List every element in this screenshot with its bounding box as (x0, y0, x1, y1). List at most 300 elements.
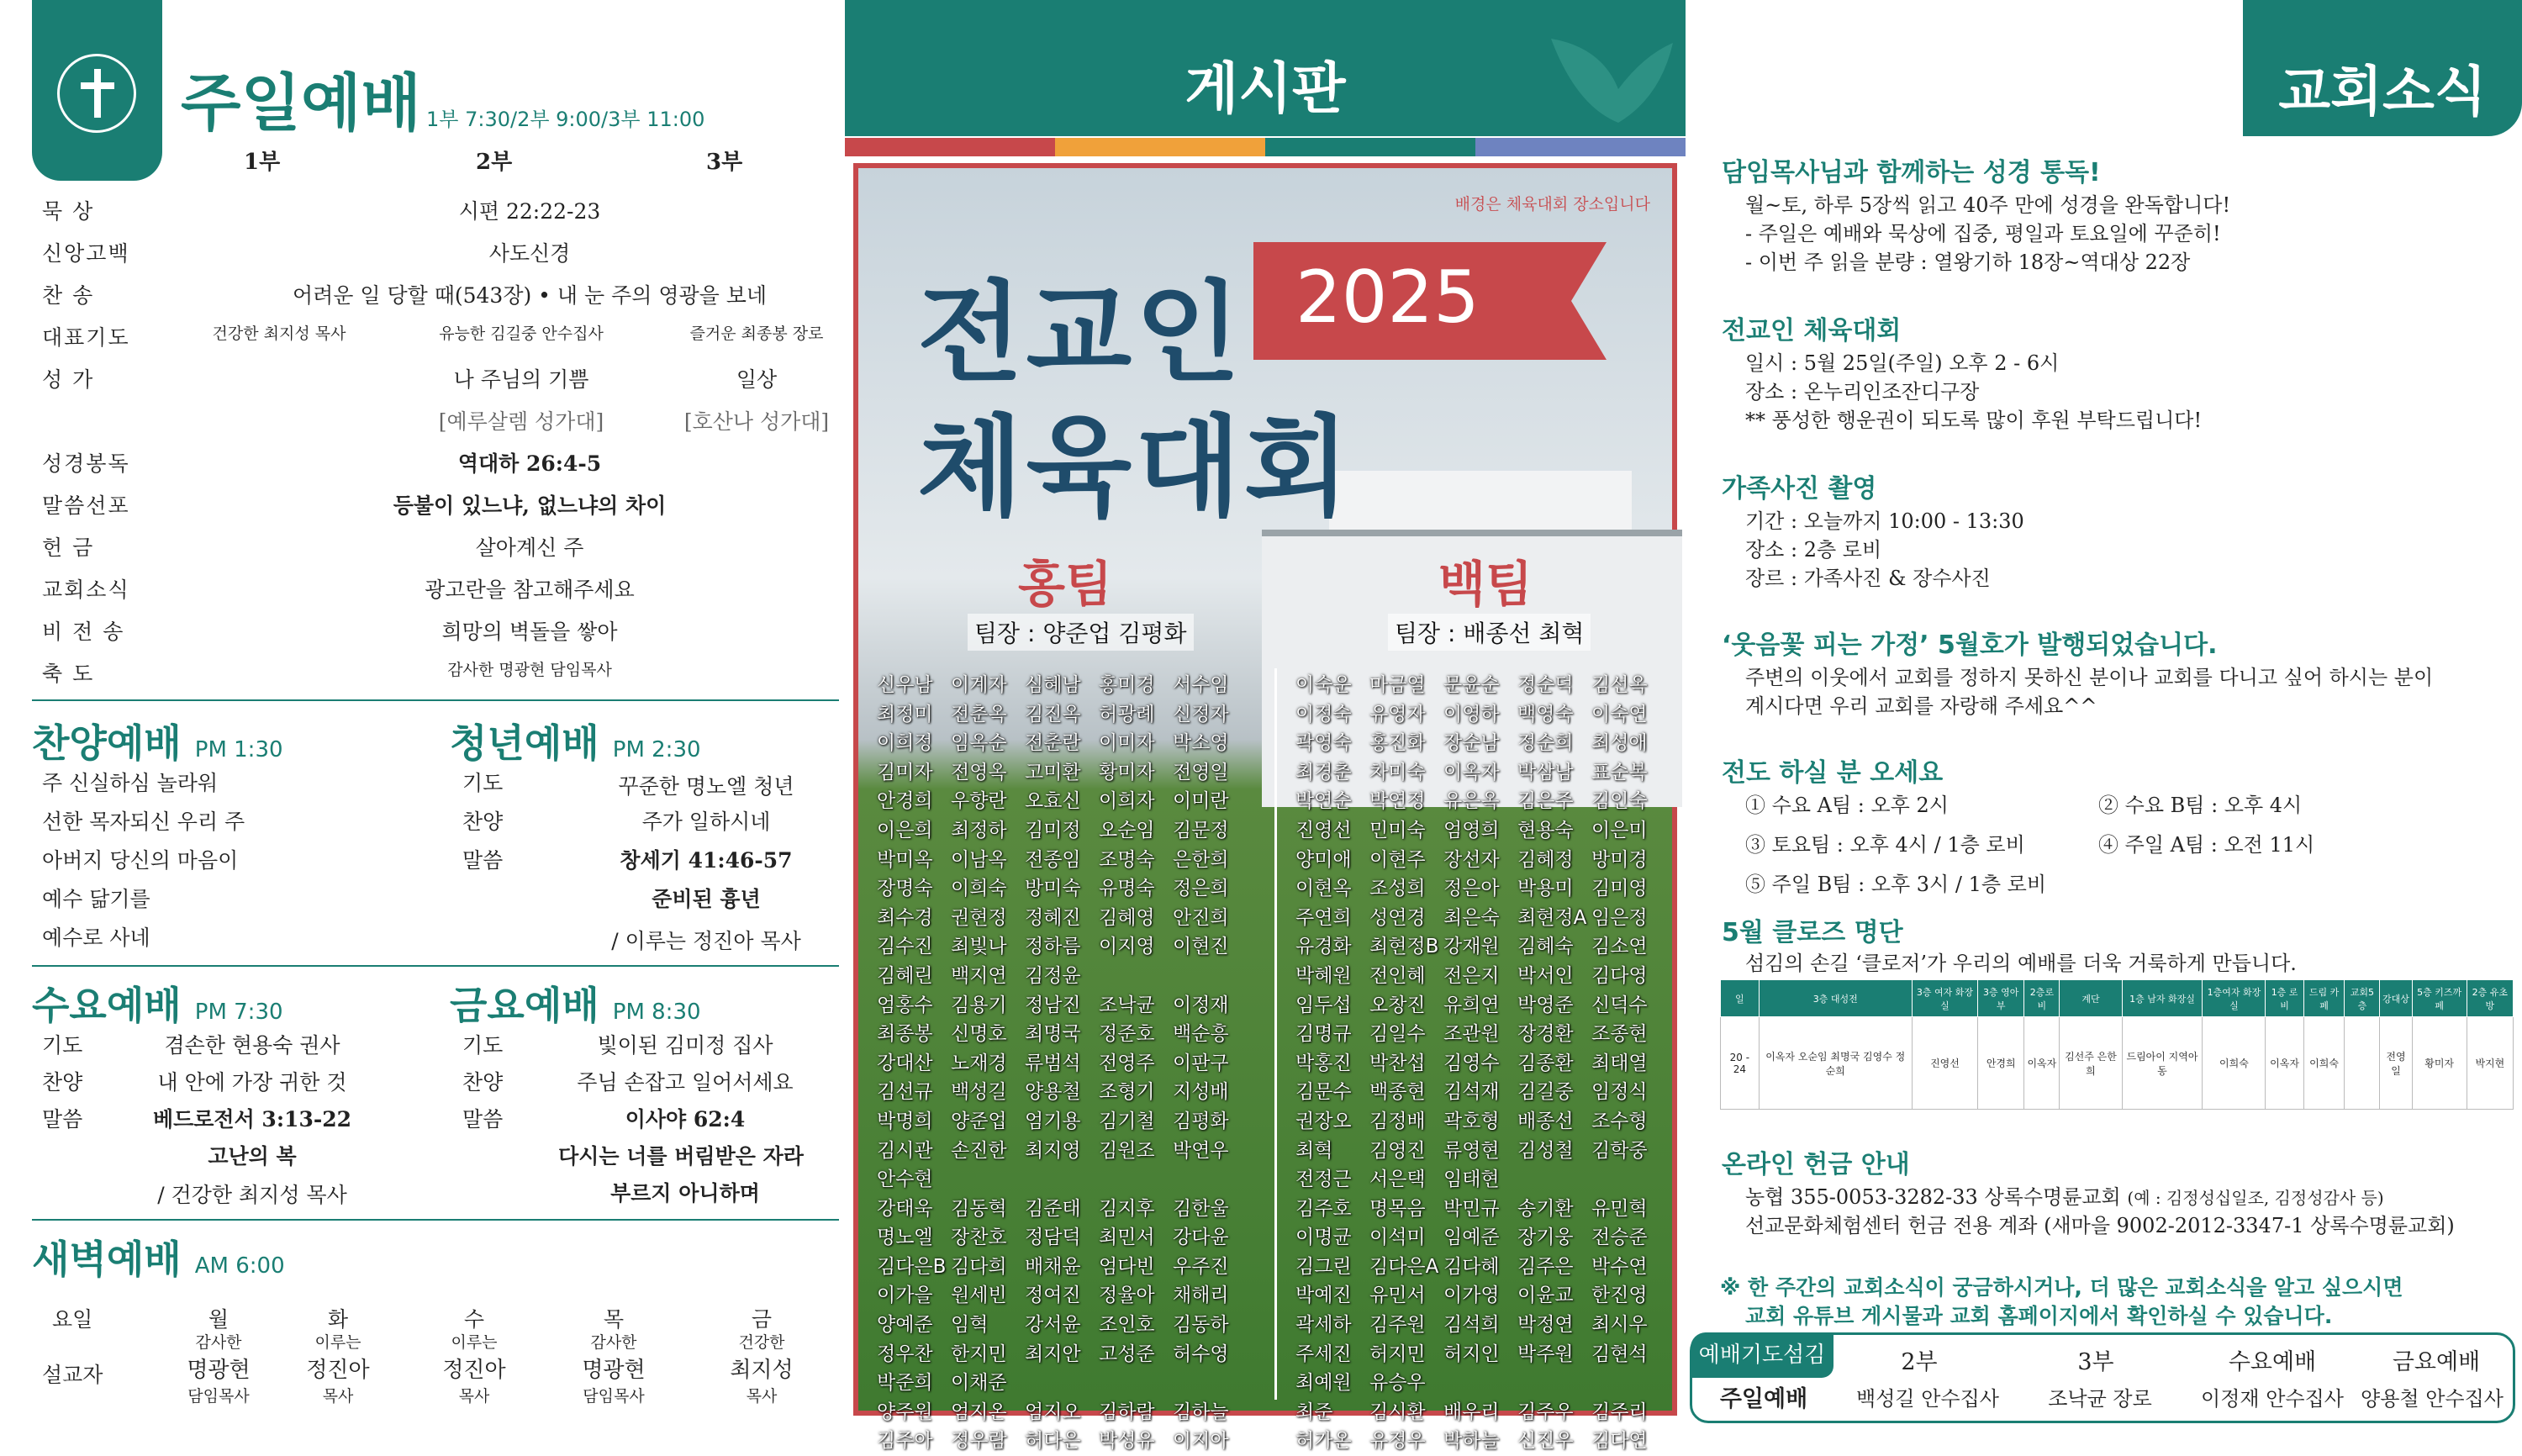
news-heading: 온라인 헌금 안내 (1722, 1150, 1910, 1179)
roster-name: 장경환 (1517, 1023, 1574, 1046)
roster-name: 원세빈 (951, 1285, 1007, 1307)
roster-name: 조수형 (1591, 1110, 1648, 1132)
roster-name: 조인호 (1099, 1314, 1155, 1337)
roster-name: 정율아 (1099, 1285, 1155, 1307)
roster-name: 곽호형 (1443, 1110, 1500, 1132)
roster-name: 최빛나 (951, 936, 1007, 958)
roster-name: 배종선 (1517, 1110, 1574, 1132)
roster-name: 김미자 (877, 761, 933, 783)
roster-name: 김주호 (1295, 1197, 1352, 1220)
roster-name: 유민혁 (1591, 1197, 1648, 1220)
roster-name: 이남옥 (951, 848, 1007, 871)
dawn-preacher: 감사한 명광현 담임목사 (187, 1333, 251, 1406)
roster-name: 박하늘 (1443, 1430, 1500, 1453)
roster-name: 임정식 (1591, 1081, 1648, 1104)
roster-name: 장선자 (1443, 848, 1500, 871)
roster-name: 김종환 (1517, 1052, 1574, 1074)
praise-song: 주 신실하심 놀라워 (42, 771, 219, 795)
roster-name: 최명국 (1025, 1023, 1081, 1046)
roster-name: 엄영희 (1443, 819, 1500, 841)
roster-name: 이정숙 (1295, 703, 1352, 725)
roster-name: 전정근 (1295, 1168, 1352, 1191)
roster-name: 허지민 (1369, 1343, 1426, 1365)
roster-name: 신명호 (951, 1023, 1007, 1046)
roster-name: 김일수 (1369, 1023, 1426, 1046)
roster-name: 주세진 (1295, 1343, 1352, 1365)
roster-name: 김시환 (1369, 1401, 1426, 1423)
roster-name: 김다혜 (1443, 1255, 1500, 1278)
closer-header: 3층 여자 화장실 (1912, 980, 1977, 1017)
poster-title-line2: 체육대회 (917, 404, 1353, 531)
roster-name: 김주아 (877, 1430, 933, 1453)
roster-name: 안진희 (1173, 906, 1229, 929)
closer-cell: 박지현 (2467, 1017, 2513, 1110)
roster-name: 강태욱 (877, 1197, 933, 1220)
team-divider (1274, 668, 1277, 1400)
roster-name: 조성희 (1369, 878, 1426, 900)
roster-name: 조명숙 (1099, 848, 1155, 871)
roster-name: 권현정 (951, 906, 1007, 929)
roster-name: 양예준 (877, 1314, 933, 1337)
sunday-title: 주일예배 (181, 67, 421, 140)
roster-name: 김석재 (1443, 1081, 1500, 1104)
roster-name: 이희정 (877, 732, 933, 755)
roster-name: 박서인 (1517, 964, 1574, 987)
roster-name: 엄기용 (1025, 1110, 1081, 1132)
roster-name: 배채윤 (1025, 1255, 1081, 1278)
roster-name: 차미숙 (1369, 761, 1426, 783)
roster-name: 이영하 (1443, 703, 1500, 725)
roster-name: 박성유 (1099, 1430, 1155, 1453)
wed-preacher: / 건강한 최지성 목사 (157, 1183, 347, 1207)
roster-name: 박삼남 (1517, 761, 1574, 783)
roster-name: 유경화 (1295, 936, 1352, 958)
roster-name: 표순복 (1591, 761, 1648, 783)
roster-name: 김다연 (1591, 1430, 1648, 1453)
roster-name: 김은주 (1517, 790, 1574, 813)
roster-name: 김정윤 (1025, 964, 1081, 987)
roster-name: 권장오 (1295, 1110, 1352, 1132)
dawn-preacher: 이루는 정진아 목사 (442, 1333, 506, 1406)
roster-name: 손진한 (951, 1139, 1007, 1162)
roster-name: 이미란 (1173, 790, 1229, 813)
roster-name: 배우리 (1443, 1401, 1500, 1423)
roster-name: 엄지온 (951, 1401, 1007, 1423)
closer-header: 2층로비 (2024, 980, 2060, 1017)
roster-name: 임태현 (1443, 1168, 1500, 1191)
news-heading: 가족사진 촬영 (1722, 474, 1877, 504)
roster-name: 은한희 (1173, 848, 1229, 871)
closer-table (1720, 979, 2514, 1110)
closer-header: 계단 (2060, 980, 2122, 1017)
roster-name: 허가온 (1295, 1430, 1352, 1453)
roster-name: 강대산 (877, 1052, 933, 1074)
divider (32, 1219, 839, 1221)
roster-name: 박홍진 (1295, 1052, 1352, 1074)
roster-name: 박찬섭 (1369, 1052, 1426, 1074)
roster-name: 정준호 (1099, 1023, 1155, 1046)
closer-cell: 전영일 (2380, 1017, 2412, 1110)
roster-name: 강서윤 (1025, 1314, 1081, 1337)
youth-prayer: 꾸준한 명노엘 청년 (618, 774, 794, 799)
sunday-times: 1부 7:30/2부 9:00/3부 11:00 (426, 108, 705, 131)
wed-theme: 고난의 복 (208, 1144, 297, 1168)
praise-title: 찬양예배 PM 1:30 (32, 720, 283, 766)
roster-name: 이현옥 (1295, 878, 1352, 900)
poster-year: 2025 (1295, 256, 1480, 340)
roster-name: 박예진 (1295, 1285, 1352, 1307)
roster-name: 유영자 (1369, 703, 1426, 725)
closer-header: 교회5층 (2345, 980, 2380, 1017)
roster-name (1099, 1369, 1173, 1398)
poster-title-line1: 전교인 (917, 269, 1244, 397)
evangelism-teams: ① 수요 A팀 : 오후 2시 ② 수요 B팀 : 오후 4시 ③ 토요팀 : 오후 4시 / 1층 로비 ④ 주일 A팀 : 오전 11시 ⑤ 주일 B팀 : 오후 3시 / 1층 로비 (1745, 794, 2315, 896)
roster-name: 박민규 (1443, 1197, 1500, 1220)
roster-name: 조낙균 (1099, 994, 1155, 1016)
roster-name: 박주원 (1517, 1343, 1574, 1365)
roster-name: 장찬호 (951, 1227, 1007, 1249)
news-header (2243, 0, 2522, 136)
bulletin-title: 게시판 (1184, 56, 1346, 121)
roster-name: 신우남 (877, 674, 933, 696)
part-3: 3부 (706, 150, 743, 175)
news-footnote-1: ※ 한 주간의 교회소식이 궁금하시거나, 더 많은 교회소식을 알고 싶으시면 (1720, 1275, 2403, 1300)
roster-name: 오효신 (1025, 790, 1081, 813)
roster-name: 전영주 (1099, 1052, 1155, 1074)
roster-name: 김길중 (1517, 1081, 1574, 1104)
roster-name: 김동혁 (951, 1197, 1007, 1220)
roster-name: 김선규 (877, 1081, 933, 1104)
roster-name: 현용숙 (1517, 819, 1574, 841)
red-team-roster (877, 671, 1247, 1456)
roster-name: 김지후 (1099, 1197, 1155, 1220)
roster-name: 안수현 (877, 1168, 933, 1191)
cross-icon (94, 69, 101, 118)
sports-day-poster (853, 163, 1677, 1453)
roster-name (1173, 1369, 1247, 1398)
roster-name: 김원조 (1099, 1139, 1155, 1162)
roster-name: 김한울 (1173, 1197, 1229, 1220)
roster-name: 김주원 (1369, 1314, 1426, 1337)
roster-name: 유승우 (1369, 1372, 1426, 1395)
roster-name: 정순덕 (1517, 674, 1574, 696)
roster-name: 한지민 (951, 1343, 1007, 1365)
dawn-title: 새벽예배 AM 6:00 (32, 1237, 285, 1282)
bulletin-header (845, 0, 1686, 136)
roster-name: 김시관 (877, 1139, 933, 1162)
dawn-preacher: 건강한 최지성 목사 (730, 1333, 794, 1406)
roster-name: 정순희 (1517, 732, 1574, 755)
roster-name: 진영선 (1295, 819, 1352, 841)
roster-name: 허지인 (1443, 1343, 1500, 1365)
roster-name: 이옥자 (1443, 761, 1500, 783)
roster-name: 최정하 (951, 819, 1007, 841)
roster-name: 박연정 (1369, 790, 1426, 813)
roster-name: 김혜린 (877, 964, 933, 987)
roster-name: 이미자 (1099, 732, 1155, 755)
roster-name: 박연순 (1295, 790, 1352, 813)
wed-scripture: 베드로전서 3:13-22 (152, 1107, 352, 1132)
roster-name: 정우찬 (877, 1343, 933, 1365)
roster-name: 최지영 (1025, 1139, 1081, 1162)
roster-name: 송기환 (1517, 1197, 1574, 1220)
roster-name: 오창진 (1369, 994, 1426, 1016)
roster-name: 홍진화 (1369, 732, 1426, 755)
roster-name: 채해리 (1173, 1285, 1229, 1307)
wed-title: 수요예배 PM 7:30 (32, 983, 283, 1028)
roster-name: 심혜남 (1025, 674, 1081, 696)
roster-name: 류영현 (1443, 1139, 1500, 1162)
roster-name: 이명균 (1295, 1227, 1352, 1249)
roster-name: 전춘옥 (951, 703, 1007, 725)
roster-name: 전종임 (1025, 848, 1081, 871)
roster-name: 마금열 (1369, 674, 1426, 696)
roster-name: 김주우 (1517, 1401, 1574, 1423)
roster-name: 김미영 (1591, 878, 1648, 900)
roster-name: 김다영 (1591, 964, 1648, 987)
roster-name: 최현정B (1369, 936, 1439, 958)
roster-name: 고성준 (1099, 1343, 1155, 1365)
roster-name: 이현진 (1173, 936, 1229, 958)
roster-name: 방미숙 (1025, 878, 1081, 900)
roster-name: 강다윤 (1173, 1227, 1229, 1249)
roster-name (1025, 1369, 1099, 1398)
roster-name: 김선옥 (1591, 674, 1648, 696)
roster-name: 박준희 (877, 1372, 933, 1395)
roster-name (1025, 1165, 1099, 1195)
roster-name: 최성애 (1591, 732, 1648, 755)
roster-name (1099, 962, 1173, 991)
roster-name: 김영수 (1443, 1052, 1500, 1074)
roster-name: 유명숙 (1099, 878, 1155, 900)
roster-name: 이석미 (1369, 1227, 1426, 1249)
roster-name: 최지안 (1025, 1343, 1081, 1365)
roster-name: 양미애 (1295, 848, 1352, 871)
roster-name: 김현석 (1591, 1343, 1648, 1365)
roster-name: 전영옥 (951, 761, 1007, 783)
part-2: 2부 (476, 150, 513, 175)
closer-header: 2층 유초방 (2467, 980, 2513, 1017)
closer-header: 1층 남자 화장실 (2122, 980, 2203, 1017)
roster-name: 정혜진 (1025, 906, 1081, 929)
news-heading: 전도 하실 분 오세요 (1722, 758, 1944, 788)
roster-name: 박명희 (877, 1110, 933, 1132)
roster-name: 엄다빈 (1099, 1255, 1155, 1278)
wed-prayer: 겸손한 현용숙 권사 (164, 1033, 340, 1058)
roster-name: 정여진 (1025, 1285, 1081, 1307)
prayer-service-box: 예배기도섬김 주일예배 2부 3부 수요예배 금요예배 백성길 안수집사 조낙균 장로 이정재 안수집사 양용철 안수집사 (1690, 1332, 2515, 1423)
roster-name: 이채준 (951, 1372, 1007, 1395)
roster-name: 정우람 (951, 1430, 1007, 1453)
roster-name: 이숙운 (1295, 674, 1352, 696)
roster-name: 이판구 (1173, 1052, 1229, 1074)
roster-name: 임은정 (1591, 906, 1648, 929)
roster-name: 전인혜 (1369, 964, 1426, 987)
roster-name: 우향란 (951, 790, 1007, 813)
roster-name (1517, 1165, 1591, 1195)
divider (32, 965, 839, 967)
roster-name: 이정재 (1173, 994, 1229, 1016)
roster-name: 김소연 (1591, 936, 1648, 958)
closer-cell: 진영선 (1912, 1017, 1977, 1110)
roster-name: 김하늘 (1173, 1401, 1229, 1423)
closer-header: 드림 카페 (2303, 980, 2345, 1017)
roster-name: 이숙연 (1591, 703, 1648, 725)
roster-name: 최준 (1295, 1401, 1333, 1423)
roster-name: 김석희 (1443, 1314, 1500, 1337)
fri-prayer: 빛이된 김미정 집사 (597, 1033, 773, 1058)
closer-cell: 이희숙 (2303, 1017, 2345, 1110)
roster-name: 최민서 (1099, 1227, 1155, 1249)
praise-song: 예수 닮기를 (42, 887, 150, 911)
roster-name (1099, 1165, 1173, 1195)
roster-name: 백영숙 (1517, 703, 1574, 725)
roster-name: 김평화 (1173, 1110, 1229, 1132)
roster-name: 엄지오 (1025, 1401, 1081, 1423)
roster-name: 최현정A (1517, 906, 1587, 929)
red-team-leader: 팀장 : 양준업 김평화 (968, 614, 1194, 651)
roster-name: 민미숙 (1369, 819, 1426, 841)
roster-name: 허수영 (1173, 1343, 1229, 1365)
closer-header: 1층여자 화장실 (2203, 980, 2266, 1017)
dawn-preacher: 이루는 정진아 목사 (306, 1333, 370, 1406)
roster-name: 김명규 (1295, 1023, 1352, 1046)
roster-name: 김하람 (1099, 1401, 1155, 1423)
service-name: 주일예배 (1719, 1386, 1808, 1412)
church-logo-tab (32, 0, 162, 181)
roster-name: 명목음 (1369, 1197, 1426, 1220)
roster-name: 최예원 (1295, 1372, 1352, 1395)
part-1: 1부 (244, 150, 281, 175)
roster-name: 김영진 (1369, 1139, 1426, 1162)
roster-name: 방미경 (1591, 848, 1648, 871)
roster-name: 신진우 (1517, 1430, 1574, 1453)
roster-name: 김수진 (877, 936, 933, 958)
roster-name: 박수연 (1591, 1255, 1648, 1278)
praise-song: 선한 목자되신 우리 주 (42, 810, 245, 834)
roster-name: 백성길 (951, 1081, 1007, 1104)
roster-name: 최정미 (877, 703, 933, 725)
dawn-preacher: 감사한 명광현 담임목사 (582, 1333, 646, 1406)
roster-name: 조관원 (1443, 1023, 1500, 1046)
roster-name: 유희연 (1443, 994, 1500, 1016)
roster-name: 명노엘 (877, 1227, 933, 1249)
roster-name: 이가영 (1443, 1285, 1500, 1307)
roster-name: 김성철 (1517, 1139, 1574, 1162)
roster-name: 홍미경 (1099, 674, 1155, 696)
roster-name: 이계자 (951, 674, 1007, 696)
roster-name: 최혁 (1295, 1139, 1333, 1162)
red-team-label: 홍팀 (1018, 556, 1113, 613)
roster-name: 최수경 (877, 906, 933, 929)
roster-name: 장기웅 (1517, 1227, 1574, 1249)
white-team-leader: 팀장 : 배종선 최혁 (1388, 614, 1591, 651)
closer-header: 강대상 (2380, 980, 2412, 1017)
roster-name: 허다은 (1025, 1430, 1081, 1453)
roster-name: 김혜숙 (1517, 936, 1574, 958)
news-heading: 전교인 체육대회 (1722, 316, 1902, 346)
roster-name: 서수임 (1173, 674, 1229, 696)
roster-name: 류범석 (1025, 1052, 1081, 1074)
roster-name: 이희숙 (951, 878, 1007, 900)
roster-name (1591, 1369, 1665, 1398)
divider (32, 699, 839, 701)
roster-name: 김다은A (1369, 1255, 1439, 1278)
roster-name: 김주은 (1517, 1255, 1574, 1278)
news-heading: ‘웃음꽃 피는 가정’ 5월호가 발행되었습니다. (1722, 630, 2218, 660)
youth-preacher: / 이루는 정진아 목사 (611, 929, 801, 953)
roster-name: 주연희 (1295, 906, 1352, 929)
dove-icon (1543, 22, 1677, 131)
roster-name: 임두섭 (1295, 994, 1352, 1016)
fri-theme: 다시는 너를 버림받은 자라 (558, 1144, 804, 1168)
roster-name: 오순임 (1099, 819, 1155, 841)
white-team-roster (1295, 671, 1665, 1456)
roster-name: 박혜원 (1295, 964, 1352, 987)
news-heading: 5월 클로즈 명단 (1722, 918, 1903, 947)
bulletin-board-column (845, 0, 1686, 1454)
youth-song: 주가 일하시네 (641, 810, 771, 834)
roster-name: 안경희 (877, 790, 933, 813)
roster-name: 김다은B (877, 1255, 947, 1278)
roster-name: 유정우 (1369, 1430, 1426, 1453)
roster-name: 박용미 (1517, 878, 1574, 900)
closer-header: 3층 대성전 (1759, 980, 1912, 1017)
roster-name: 유민서 (1369, 1285, 1426, 1307)
roster-name: 김혜정 (1517, 848, 1574, 871)
roster-name: 백순흥 (1173, 1023, 1229, 1046)
church-news-column: 교회소식 담임목사님과 함께하는 성경 통독! 월~토, 하루 5장씩 읽고 40주 만에 성경을 완독합니다! - 주일은 예배와 묵상에 집중, 평일과 토요일에 꾸준히! - 이번 주 읽을 분량 : 열왕기하 18장~역대상 22장 전교인 체육대회 일시 : 5월 25일(주일) 오후 2 - 6시 장소 : 온누리인조잔디구장 ** 풍성한 행운권이 되도록 많이 후원 부탁드립니다! 가족사진 촬영 기간 : 오늘까지 10:00 - 13:30 장소 : 2층 로비 장르 : 가족사진 & 장수사진 ‘웃음꽃 피는 가정’ 5월호가 발행되었습니다. 주변의 이웃에서 교회를 정하지 못하신 분이나 교회를 다니고 싶어 하시는 분이 계시다면 우리 교회를 자랑해 주세요^^ 전도 하실 분 오세요 ① 수요 A팀 : 오후 2시 ② 수요 B팀 : 오후 4시 ③ 토요팀 : 오후 4시 / 1층 로비 ④ 주일 A팀 : 오전 11시 ⑤ 주일 B팀 : 오후 3시 / 1층 로비 5월 클로즈 명단 섬김의 손길 ‘클로저’가 우리의 예배를 더욱 거룩하게 만듭니다. 일 3층 대성전 3층 여자 화장실 3층 영아부 2층로비 계단 1층 남자 화장실 1층여자 화장실 1층 로비 드림 카페 교회5층 강대상 5층 키즈까페 2층 유초방 20 - 24 이옥자 오순임 최명국 김영수 정순희 진영선 안경희 이옥자 김선주 은한희 드림아이 지역아동 이희숙 이옥자 이희숙 전영일 황미자 박지현 온라인 헌금 안내 농협 355-0053-3282-33 상록수명륜교회 (예 : 김정성십일조, 김정성감사 등) 선교문화체험센터 헌금 전용 계좌 (새마을 9002-2012-3347-1 상록수명륜교회) ※ 한 주간의 교회소식이 궁금하시거나, 더 많은 교회소식을 알고 싶으시면 교회 유튜브 게시물과 교회 홈페이지에서 확인하실 수 있습니다. 예배기도섬김 주일예배 2부 3부 수요예배 금요예배 백성길 안수집사 조낙균 장로 이정재 안수집사 양용철 안수집사 (1690, 0, 2522, 1454)
roster-name: 최경춘 (1295, 761, 1352, 783)
roster-name: 김혜영 (1099, 906, 1155, 929)
news-heading: 담임목사님과 함께하는 성경 통독! (1722, 158, 2101, 187)
roster-name: 서은택 (1369, 1168, 1426, 1191)
roster-name: 김용기 (951, 994, 1007, 1016)
praise-song: 예수로 사네 (42, 926, 150, 950)
roster-name: 김진옥 (1025, 703, 1081, 725)
roster-name (1517, 1369, 1591, 1398)
color-stripes (845, 138, 1686, 156)
roster-name (1173, 962, 1247, 991)
roster-name: 조종현 (1591, 1023, 1648, 1046)
roster-name: 지성배 (1173, 1081, 1229, 1104)
roster-name: 박소영 (1173, 732, 1229, 755)
closer-cell: 안경희 (1978, 1017, 2024, 1110)
prayer-person: 양용철 안수집사 (2361, 1387, 2504, 1411)
roster-name: 정은아 (1443, 878, 1500, 900)
praise-song: 아버지 당신의 마음이 (42, 848, 239, 873)
poster-notice: 배경은 체육대회 장소입니다 (1454, 195, 1650, 214)
closer-cell: 이옥자 (2024, 1017, 2060, 1110)
roster-name: 성연경 (1369, 906, 1426, 929)
roster-name: 노재경 (951, 1052, 1007, 1074)
roster-name: 곽세하 (1295, 1314, 1352, 1337)
roster-name: 김그린 (1295, 1255, 1352, 1278)
roster-name: 김기철 (1099, 1110, 1155, 1132)
roster-name: 정하름 (1025, 936, 1081, 958)
roster-name: 이지영 (1099, 936, 1155, 958)
fri-theme-2: 부르지 아니하며 (610, 1181, 760, 1205)
roster-name (951, 1165, 1025, 1195)
roster-name: 김학중 (1591, 1139, 1648, 1162)
roster-name: 양준업 (951, 1110, 1007, 1132)
roster-name: 김문수 (1295, 1081, 1352, 1104)
roster-name: 김문정 (1173, 819, 1229, 841)
roster-name: 정담덕 (1025, 1227, 1081, 1249)
roster-name: 백종현 (1369, 1081, 1426, 1104)
roster-name: 전영일 (1173, 761, 1229, 783)
roster-name: 전은지 (1443, 964, 1500, 987)
